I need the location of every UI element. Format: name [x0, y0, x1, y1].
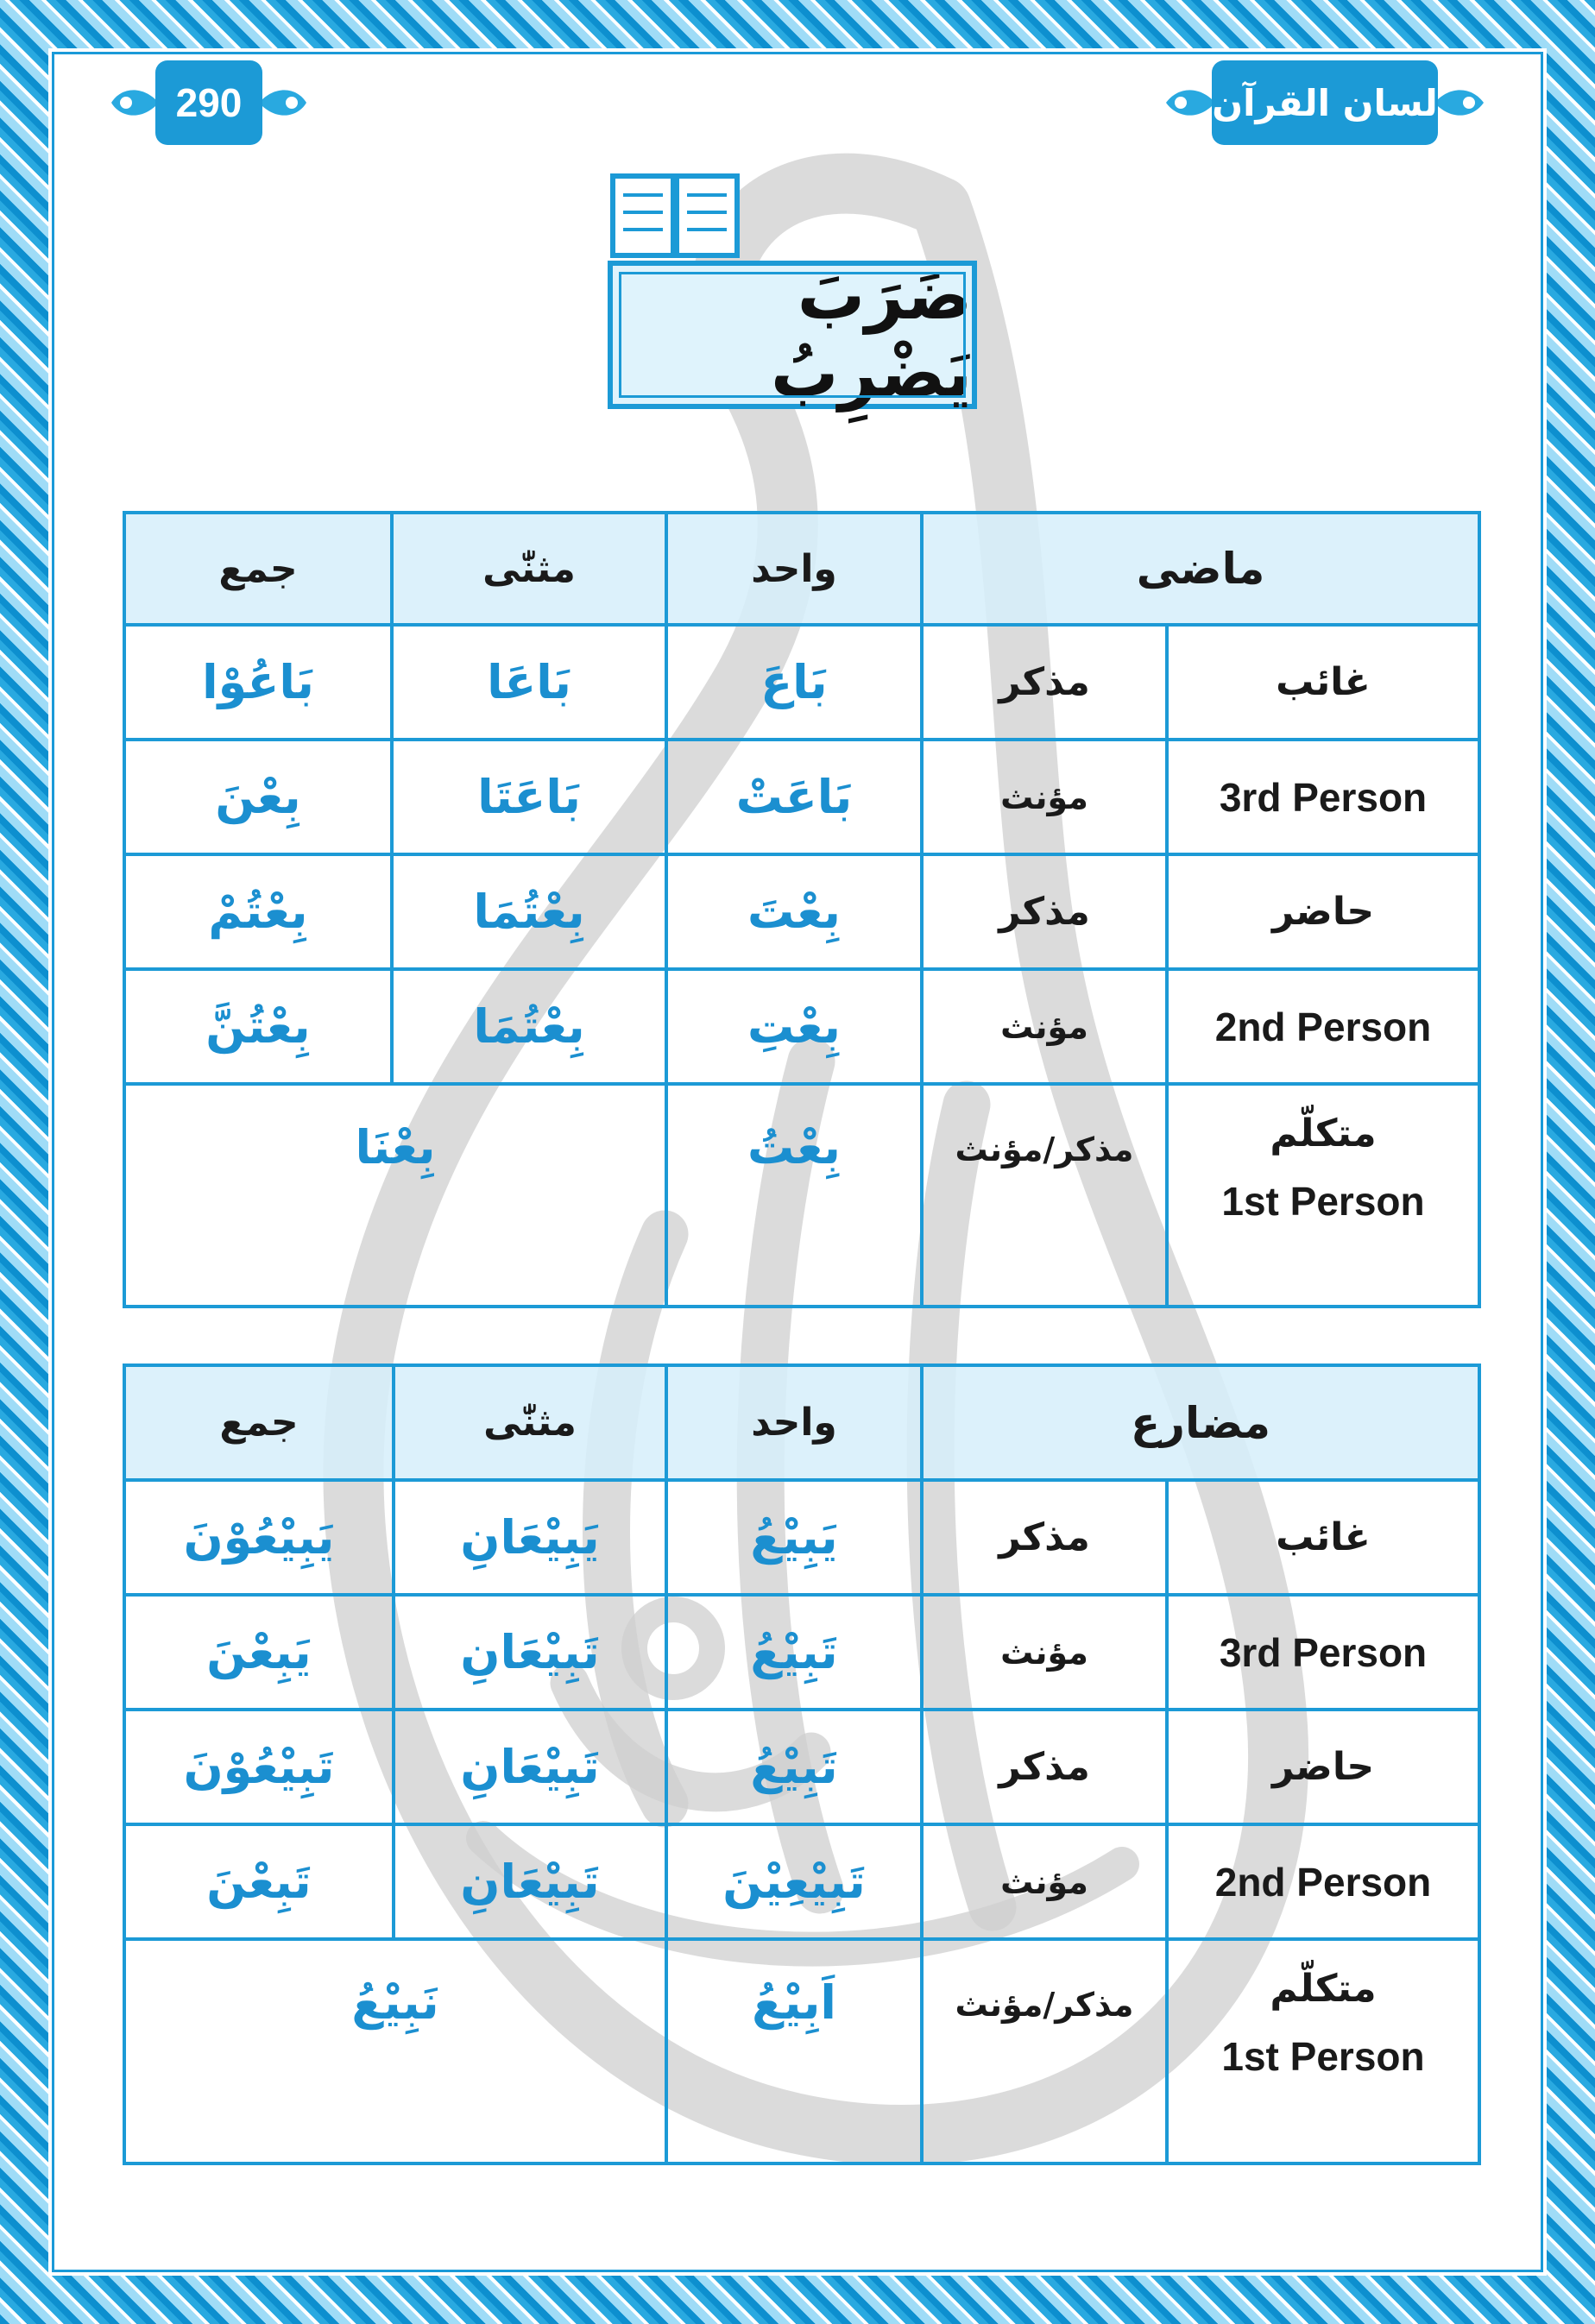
table-cell — [922, 969, 1167, 1084]
cell-singular: اَبِيْعُ — [752, 1975, 836, 2030]
table-cell — [394, 1480, 666, 1595]
table-row — [124, 969, 1479, 1084]
table-cell — [666, 1824, 922, 1939]
header-tense — [922, 1365, 1479, 1480]
cell-plural: يَبِيْعُوْنَ — [183, 1510, 335, 1565]
header-singular — [666, 513, 922, 625]
table-row — [124, 1480, 1479, 1595]
cell-gender: مؤنث — [1000, 1007, 1088, 1046]
cell-dual: بِعْتُمَا — [473, 999, 585, 1054]
cell-singular: تَبِيْعِيْنَ — [722, 1855, 866, 1909]
cell-gender: مؤنث — [1000, 1862, 1088, 1901]
cell-person: حاضر — [1271, 1745, 1375, 1789]
table-cell — [392, 854, 666, 969]
table-cell — [394, 1710, 666, 1824]
table-cell — [392, 625, 666, 740]
cell-person: حاضر — [1271, 890, 1375, 934]
cell-plural: جمع — [219, 1401, 299, 1445]
cell-person: 2nd Person — [1214, 1859, 1432, 1905]
cell-singular: يَبِيْعُ — [750, 1510, 838, 1565]
table-cell — [124, 1595, 394, 1710]
table-header-row — [124, 513, 1479, 625]
ornament-right-icon — [259, 79, 311, 126]
cell-gender: مذکر/مؤنث — [955, 1986, 1134, 2024]
table-cell — [1167, 1824, 1479, 1939]
table-row-first-person — [124, 1084, 1479, 1307]
cell-person: غائب — [1276, 660, 1371, 704]
table-cell — [394, 1824, 666, 1939]
header-plural — [124, 513, 392, 625]
table-cell — [124, 1939, 666, 2163]
cell-gender: مؤنث — [1000, 778, 1088, 816]
table-cell — [392, 969, 666, 1084]
cell-gender: مذکر — [999, 890, 1090, 934]
table-cell — [666, 625, 922, 740]
table-cell — [922, 1824, 1167, 1939]
cell-dual: تَبِيْعَانِ — [460, 1855, 600, 1909]
cell-tense: مضارع — [1131, 1397, 1270, 1448]
table-row — [124, 1595, 1479, 1710]
table-row — [124, 854, 1479, 969]
cell-gender: مذکر — [999, 1515, 1090, 1559]
title-box — [608, 257, 977, 413]
cell-plural: يَبِعْنَ — [206, 1625, 312, 1679]
header-singular — [666, 1365, 922, 1480]
cell-plural: بَاعُوْا — [202, 655, 314, 709]
table-header-row — [124, 1365, 1479, 1480]
table-cell — [124, 625, 392, 740]
table-row — [124, 740, 1479, 854]
table-cell — [666, 969, 922, 1084]
table-cell — [124, 1480, 394, 1595]
table-cell — [922, 740, 1167, 854]
table-cell — [922, 854, 1167, 969]
cell-dual: تَبِيْعَانِ — [460, 1740, 600, 1794]
cell-person: غائب — [1276, 1515, 1371, 1559]
table-cell — [922, 1480, 1167, 1595]
cell-singular: بِعْتَ — [747, 885, 841, 939]
cell-plural: بِعْنَا — [355, 1120, 436, 1175]
cell-singular: واحد — [751, 546, 837, 591]
cell-gender: مذکر — [999, 1745, 1090, 1789]
cell-dual: بَاعَتَا — [477, 770, 581, 824]
cell-gender: مؤنث — [1000, 1633, 1088, 1672]
cell-person-ur: متکلّم — [1270, 1967, 1377, 2011]
table-cell — [922, 1595, 1167, 1710]
header-dual — [394, 1365, 666, 1480]
cell-person-ur: متکلّم — [1270, 1112, 1377, 1156]
cell-dual: تَبِيْعَانِ — [460, 1625, 600, 1679]
table-cell — [666, 1480, 922, 1595]
cell-dual: بِعْتُمَا — [473, 885, 585, 939]
table-cell — [666, 1939, 922, 2163]
cell-singular: بَاعَ — [760, 655, 828, 709]
book-title: لسان القرآن — [1212, 60, 1438, 145]
table-cell — [922, 1939, 1167, 2163]
table-cell — [124, 854, 392, 969]
table-cell — [1167, 1939, 1479, 2163]
table-row — [124, 1824, 1479, 1939]
cell-person: 2nd Person — [1214, 1004, 1432, 1049]
table-cell — [666, 1084, 922, 1307]
header-dual — [392, 513, 666, 625]
table-row-first-person — [124, 1939, 1479, 2163]
cell-dual: يَبِيْعَانِ — [460, 1510, 600, 1565]
ornament-right-icon — [1434, 79, 1488, 126]
cell-plural: بِعْتُمْ — [208, 885, 308, 939]
cell-singular: واحد — [751, 1401, 837, 1445]
cell-plural: جمع — [218, 546, 298, 591]
cell-dual: بَاعَا — [487, 655, 571, 709]
cell-singular: بَاعَتْ — [735, 770, 853, 824]
table-cell — [1167, 1480, 1479, 1595]
header-plural — [124, 1365, 394, 1480]
cell-gender: مذکر/مؤنث — [955, 1131, 1134, 1168]
table-cell — [1167, 969, 1479, 1084]
cell-person-en: 1st Person — [1221, 2034, 1425, 2079]
cell-person: 3rd Person — [1219, 1629, 1428, 1675]
page-number: 290 — [155, 60, 262, 145]
table-cell — [1167, 740, 1479, 854]
table-cell — [666, 1595, 922, 1710]
ornament-left-icon — [1162, 79, 1215, 126]
table-cell — [1167, 1595, 1479, 1710]
header-tense — [922, 513, 1479, 625]
table-cell — [666, 854, 922, 969]
table-cell — [922, 1710, 1167, 1824]
table-cell — [392, 740, 666, 854]
cell-dual: مثنّٰی — [483, 1401, 577, 1445]
table-cell — [1167, 625, 1479, 740]
ornament-left-icon — [107, 79, 159, 126]
cell-singular: تَبِيْعُ — [750, 1625, 838, 1679]
cell-plural: بِعْنَ — [215, 770, 301, 824]
table-row — [124, 1710, 1479, 1824]
cell-plural: بِعْتُنَّ — [205, 999, 311, 1054]
cell-plural: نَبِيْعُ — [351, 1975, 439, 2030]
table-cell — [922, 625, 1167, 740]
table-cell — [124, 969, 392, 1084]
table-cell — [124, 1824, 394, 1939]
cell-tense: ماضی — [1136, 544, 1265, 594]
table-cell — [124, 740, 392, 854]
cell-plural: تَبِيْعُوْنَ — [183, 1740, 335, 1794]
cell-singular: بِعْتُ — [747, 1120, 841, 1175]
table-cell — [124, 1084, 666, 1307]
cell-person: 3rd Person — [1219, 774, 1428, 820]
table-row — [124, 625, 1479, 740]
present-tense-table — [123, 1364, 1481, 2165]
table-cell — [1167, 1084, 1479, 1307]
cell-dual: مثنّٰی — [482, 546, 576, 591]
cell-plural: تَبِعْنَ — [206, 1855, 312, 1909]
cell-singular: تَبِيْعُ — [750, 1740, 838, 1794]
table-cell — [1167, 854, 1479, 969]
cell-person-en: 1st Person — [1221, 1179, 1425, 1224]
table-cell — [666, 1710, 922, 1824]
table-cell — [1167, 1710, 1479, 1824]
table-cell — [124, 1710, 394, 1824]
page-title: ضَرَبَ يَضْرِبُ — [770, 257, 972, 413]
table-cell — [666, 740, 922, 854]
cell-singular: بِعْتِ — [747, 999, 841, 1054]
cell-gender: مذکر — [999, 660, 1090, 704]
table-cell — [394, 1595, 666, 1710]
open-book-icon — [609, 169, 741, 261]
past-tense-table — [123, 511, 1481, 1308]
table-cell — [922, 1084, 1167, 1307]
